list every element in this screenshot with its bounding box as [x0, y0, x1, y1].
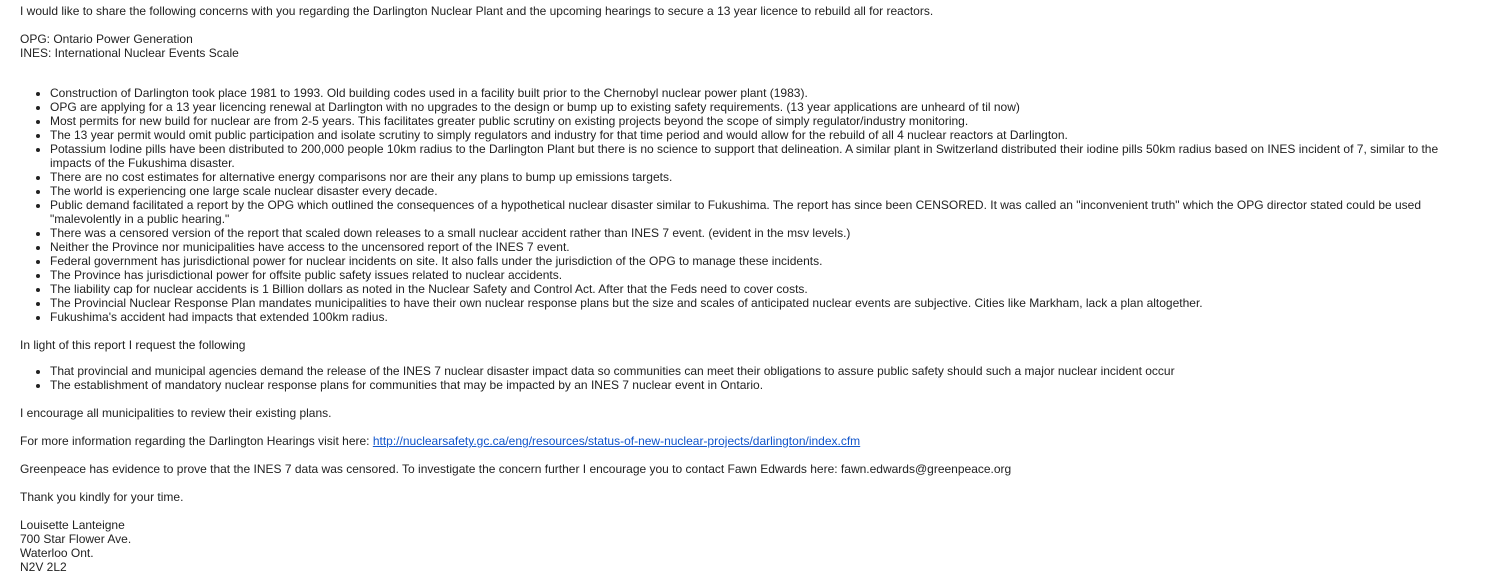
- request-intro: In light of this report I request the following: [20, 338, 246, 352]
- list-item: • Neither the Province nor municipalities have access to the uncensored report of the INES 7 event.: [50, 240, 1460, 254]
- signature-city: Waterloo Ont.: [20, 546, 94, 560]
- list-item: • The establishment of mandatory nuclear response plans for communities that may be impacted by an INES 7 nuclear event in Ontario.: [50, 378, 1460, 392]
- list-item: • There are no cost estimates for alternative energy comparisons nor are their any plans to bump up emissions targets.: [50, 170, 1460, 184]
- requests-list: [20, 364, 1460, 392]
- list-item: • Most permits for new build for nuclear are from 2-5 years. This facilitates greater public scrutiny on existing projects beyond the scope of simply regulator/industry monitoring.: [50, 114, 1460, 128]
- greenpeace-paragraph: Greenpeace has evidence to prove that the INES 7 data was censored. To investigate the concern further I encourage you to contact Fawn Edwards here: fawn.edwards@greenpeace.org: [20, 462, 1012, 476]
- list-item: • The 13 year permit would omit public participation and isolate scrutiny to simply regulators and industry for that time period and would allow for the rebuild of all 4 nuclear reactors at Darlington.: [50, 128, 1460, 142]
- list-item: • The world is experiencing one large scale nuclear disaster every decade.: [50, 184, 1460, 198]
- list-item: • Construction of Darlington took place 1981 to 1993. Old building codes used in a facility built prior to the Chernobyl nuclear power plant (1983).: [50, 86, 1460, 100]
- list-item: • The Province has jurisdictional power for offsite public safety issues related to nuclear accidents.: [50, 268, 1460, 282]
- signature-name: Louisette Lanteigne: [20, 518, 125, 532]
- list-item: • The liability cap for nuclear accidents is 1 Billion dollars as noted in the Nuclear Safety and Control Act. After that the Feds need to cover costs.: [50, 282, 1460, 296]
- thanks-paragraph: Thank you kindly for your time.: [20, 490, 184, 504]
- signature-postal-code: N2V 2L2: [20, 560, 67, 574]
- more-info-paragraph: [20, 434, 1460, 448]
- list-item: • That provincial and municipal agencies demand the release of the INES 7 nuclear disaster impact data so communities can meet their obligations to assure public safety should such a major nuclear incident occur: [50, 364, 1460, 378]
- encourage-paragraph: I encourage all municipalities to review their existing plans.: [20, 406, 332, 420]
- list-item: • The Provincial Nuclear Response Plan mandates municipalities to have their own nuclear response plans but the size and scales of anticipated nuclear events are subjective. Cities like Markham, lack a plan altogether.: [50, 296, 1460, 310]
- abbreviation-opg: OPG: Ontario Power Generation: [20, 32, 193, 46]
- signature-block: [20, 518, 1460, 574]
- list-item: • There was a censored version of the report that scaled down releases to a small nuclear accident rather than INES 7 event. (evident in the msv levels.): [50, 226, 1460, 240]
- intro-paragraph: I would like to share the following concerns with you regarding the Darlington Nuclear Plant and the upcoming hearings to secure a 13 year licence to rebuild all for reactors.: [20, 4, 934, 18]
- concerns-list: [20, 86, 1460, 324]
- more-info-text: For more information regarding the Darlington Hearings visit here:: [20, 434, 373, 448]
- list-item: • OPG are applying for a 13 year licencing renewal at Darlington with no upgrades to the design or bump up to existing safety requirements. (13 year applications are unheard of til now): [50, 100, 1460, 114]
- list-item: • Potassium Iodine pills have been distributed to 200,000 people 10km radius to the Darlington Plant but there is no science to support that delineation. A similar plant in Switzerland distributed their iodine pills 50km radius based on INES incident of 7, similar to the impacts of the Fukushima disaster.: [50, 142, 1460, 170]
- signature-street: 700 Star Flower Ave.: [20, 532, 132, 546]
- abbreviation-ines: INES: International Nuclear Events Scale: [20, 46, 239, 60]
- list-item: • Fukushima's accident had impacts that extended 100km radius.: [50, 310, 1460, 324]
- darlington-hearings-link[interactable]: http://nuclearsafety.gc.ca/eng/resources/status-of-new-nuclear-projects/darlington/index.cfm: [372, 434, 861, 448]
- letter-document: [20, 4, 1460, 574]
- list-item: • Federal government has jurisdictional power for nuclear incidents on site. It also falls under the jurisdiction of the OPG to manage these incidents.: [50, 254, 1460, 268]
- list-item: • Public demand facilitated a report by the OPG which outlined the consequences of a hypothetical nuclear disaster similar to Fukushima. The report has since been CENSORED. It was called an "inconvenient truth" which the OPG director stated could be used "malevolently in a public hearing.": [50, 198, 1460, 226]
